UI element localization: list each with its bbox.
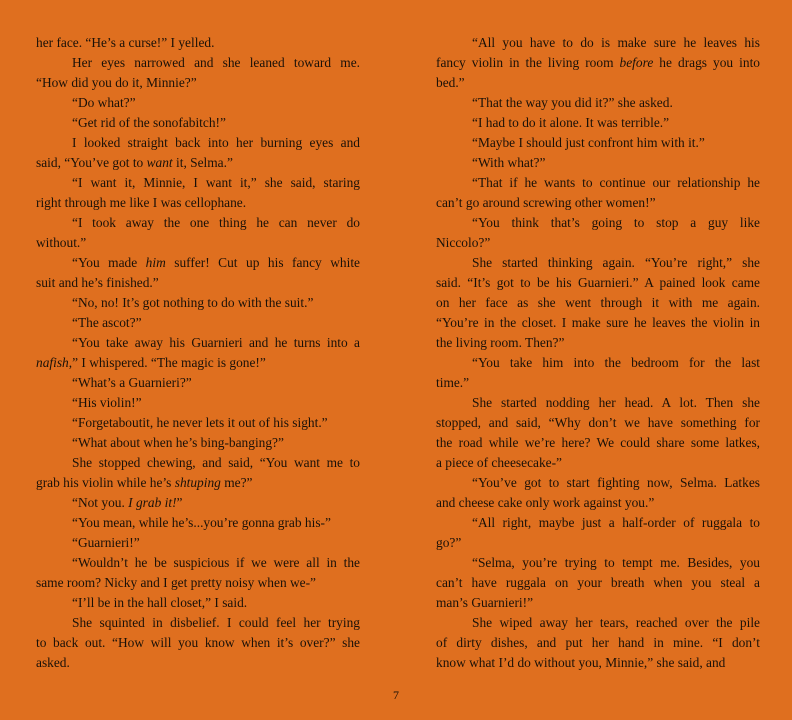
text-line: She started nodding her head. A lot. Then she [472,395,760,410]
text-line: “You’ve got to start fighting now, Selma. Latkes [472,475,760,490]
text-line: and cheese cake only work against you.” [436,495,655,510]
text-line: “No, no! It’s got nothing to do with the suit.” [72,295,314,310]
text-line: “Forgetaboutit, he never lets it out of his sight.” [72,415,328,430]
text-line: “Get rid of the sonofabitch!” [72,115,226,130]
text-line: She started thinking again. “You’re right,” she [472,255,760,270]
text-line: “Guarnieri!” [72,535,140,550]
text-line: said, “You’ve got to want it, Selma.” [36,155,233,170]
text-line: said. “It’s got to be his Guarnieri.” A pained look came [436,275,760,290]
text-line: go?” [436,535,462,550]
text-line: the road while we’re here? We could share some latkes, [436,435,760,450]
text-line: Her eyes narrowed and she leaned toward me. [72,55,360,70]
text-line: “What’s a Guarnieri?” [72,375,192,390]
text-line: “I had to do it alone. It was terrible.” [472,115,670,130]
text-line: “The ascot?” [72,315,142,330]
text-line: without.” [36,235,87,250]
right-text-column [436,33,760,673]
text-line: suit and he’s finished.” [36,275,159,290]
text-line: “I want it, Minnie, I want it,” she said, staring [72,175,360,190]
text-line: “With what?” [472,155,546,170]
text-line: “You take him into the bedroom for the last [472,355,760,370]
text-line: “Not you. I grab it!” [72,495,183,510]
text-line: “Do what?” [72,95,136,110]
text-line: on her face as she went through it with me again. [436,295,760,310]
text-line: to back out. “How will you know when it’s over?” she [36,635,360,650]
left-text-column [36,33,360,673]
text-line: know what I’d do without you, Minnie,” she said, and [436,655,726,670]
text-line: “You made him suffer! Cut up his fancy white [72,255,360,270]
text-line: She stopped chewing, and said, “You want me to [72,455,360,470]
text-line: asked. [36,655,70,670]
text-line: right through me like I was cellophane. [36,195,247,210]
text-line: fancy violin in the living room before he drags you into [436,55,761,70]
text-line: nafish,” I whispered. “The magic is gone!” [36,355,266,370]
text-line: her face. “He’s a curse!” I yelled. [36,35,215,50]
page-number: 7 [393,688,399,702]
text-line: “Maybe I should just confront him with it.” [472,135,705,150]
text-line: same room? Nicky and I get pretty noisy when we-” [36,575,317,590]
text-line: “You think that’s going to stop a guy like [472,215,760,230]
text-line: the living room. Then?” [436,335,565,350]
text-line: “What about when he’s bing-banging?” [72,435,284,450]
text-line: “That if he wants to continue our relationship he [472,175,760,190]
text-line: “All right, maybe just a half-order of ruggala to [472,515,760,530]
text-line: stopped, and said, “Why don’t we have something for [436,415,760,430]
text-line: “I’ll be in the hall closet,” I said. [72,595,248,610]
text-line: of dirty dishes, and put her hand in mine. “I don’t [436,635,760,650]
text-line: “You mean, while he’s...you’re gonna grab his-” [72,515,331,530]
text-line: She squinted in disbelief. I could feel her trying [72,615,360,630]
text-line: “All you have to do is make sure he leaves his [472,35,760,50]
text-line: bed.” [436,75,465,90]
text-line: She wiped away her tears, reached over the pile [472,615,760,630]
text-line: “You’re in the closet. I make sure he leaves the violin in [436,315,760,330]
text-line: “Selma, you’re trying to tempt me. Besides, you [472,555,760,570]
text-line: can’t go around screwing other women!” [436,195,656,210]
text-line: man’s Guarnieri!” [436,595,534,610]
text-line: a piece of cheesecake-” [436,455,562,470]
text-line: Niccolo?” [436,235,491,250]
text-line: “That the way you did it?” she asked. [472,95,673,110]
text-line: “I took away the one thing he can never do [72,215,360,230]
text-line: “How did you do it, Minnie?” [36,75,197,90]
text-line: “His violin!” [72,395,142,410]
text-line: I looked straight back into her burning eyes and [72,135,360,150]
text-line: grab his violin while he’s shtuping me?” [36,475,253,490]
text-line: “You take away his Guarnieri and he turns into a [72,335,360,350]
text-line: “Wouldn’t he be suspicious if we were all in the [72,555,360,570]
text-line: time.” [436,375,470,390]
text-line: can’t have ruggala on your breath when you steal a [436,575,760,590]
